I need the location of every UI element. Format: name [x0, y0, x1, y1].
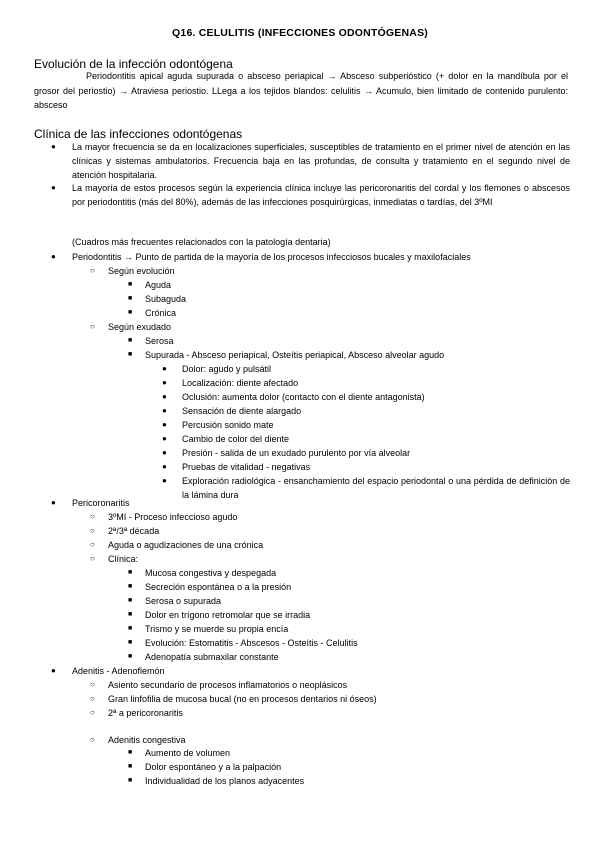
bullet-icon: ■ [128, 295, 133, 302]
bullet-icon: ■ [128, 281, 133, 288]
segun-evolucion: Según evolución [108, 266, 175, 276]
adenitis-label: Adenitis - Adenoflemón [72, 666, 165, 676]
adenitis-item: Asiento secundario de procesos inflamatorios o neoplásicos [108, 680, 348, 690]
bullet-icon: ● [162, 392, 167, 401]
clinica-item: Trismo y se muerde su propia encía [145, 624, 289, 634]
bullet-icon: ● [162, 476, 167, 485]
bullet-icon: ■ [128, 309, 133, 316]
bullet-icon: ■ [128, 351, 133, 358]
bullet-icon: ● [162, 378, 167, 387]
bullet-icon: ■ [128, 639, 133, 646]
adenitis-item: 2ª a pericoronaritis [108, 708, 183, 718]
congestiva-item: Dolor espontáneo y a la palpación [145, 762, 282, 772]
bullet-icon: ○ [90, 526, 95, 535]
bullet-icon: ● [162, 420, 167, 429]
bullet-icon: ● [162, 462, 167, 471]
bullet-icon: ● [162, 448, 167, 457]
bullet-icon: ○ [90, 322, 95, 331]
adenitis-congestiva: Adenitis congestiva [108, 735, 186, 745]
evolucion-item: Aguda [145, 280, 172, 290]
segun-exudado: Según exudado [108, 322, 172, 332]
clinica-bullet-1: La mayor frecuencia se da en localizaciones superficiales, susceptibles de tratamiento en el primer nivel de atención en las clínicas y sistemas ambulatorios. Frecuencia baja en las profundas, de consulta y tratamiento en el segundo nivel de atención hospitalaria. [72, 142, 570, 181]
clinica-bullet-2: La mayoría de estos procesos según la experiencia clínica incluye las pericoronaritis del cordal y los flemones o abscesos por periodontitis (más del 80%), además de las infecciones posquirúrgicas, inmediatas o tardías, del 3ºMI [72, 183, 570, 208]
bullet-icon: ■ [128, 763, 133, 770]
section-heading-evolucion: Evolución de la infección odontógena [34, 57, 233, 71]
bullet-icon: ● [51, 666, 56, 675]
supurada-item: Presión - salida de un exudado purulento por vía alveolar [182, 448, 411, 458]
bullet-icon: ■ [128, 749, 133, 756]
page-title: Q16. CELULITIS (INFECCIONES ODONTÓGENAS) [172, 27, 428, 39]
supurada-item: Exploración radiológica - ensanchamiento del espacio periodontal o una pérdida de definición de la lámina dura [182, 476, 570, 501]
congestiva-item: Individualidad de los planos adyacentes [145, 776, 305, 786]
clinica-item: Adenopatía submaxilar constante [145, 652, 279, 662]
clinica-item: Serosa o supurada [145, 596, 222, 606]
adenitis-item: Gran linfofilia de mucosa bucal (no en procesos dentarios ni óseos) [108, 694, 377, 704]
evolucion-paragraph [34, 69, 568, 113]
bullet-icon: ○ [90, 694, 95, 703]
bullet-icon: ■ [128, 337, 133, 344]
supurada-item: Localización: diente afectado [182, 378, 299, 388]
evolucion-item: Subaguda [145, 294, 187, 304]
bullet-icon: ■ [128, 611, 133, 618]
evolucion-item: Crónica [145, 308, 177, 318]
exudado-supurada: Supurada - Absceso periapical, Osteítis periapical, Absceso alveolar agudo [145, 350, 445, 360]
bullet-icon: ● [51, 183, 56, 192]
cuadros-note: (Cuadros más frecuentes relacionados con la patología dentaria) [72, 237, 331, 247]
clinica-item: Mucosa congestiva y despegada [145, 568, 277, 578]
section-heading-clinica: Clínica de las infecciones odontógenas [34, 127, 243, 141]
bullet-icon: ■ [128, 777, 133, 784]
supurada-item: Percusión sonido mate [182, 420, 274, 430]
bullet-icon: ■ [128, 653, 133, 660]
clinica-item: Dolor en trígono retromolar que se irradia [145, 610, 311, 620]
supurada-item: Oclusión: aumenta dolor (contacto con el diente antagonista) [182, 392, 425, 402]
clinica-item: Secreción espontánea o a la presión [145, 582, 292, 592]
bullet-icon: ■ [128, 625, 133, 632]
pericoronaritis-item: 3ºMI - Proceso infeccioso agudo [108, 512, 238, 522]
bullet-icon: ● [162, 364, 167, 373]
bullet-icon: ○ [90, 512, 95, 521]
bullet-icon: ● [51, 252, 56, 261]
bullet-icon: ○ [90, 708, 95, 717]
supurada-item: Dolor: agudo y pulsátil [182, 364, 272, 374]
bullet-icon: ■ [128, 597, 133, 604]
supurada-item: Cambio de color del diente [182, 434, 290, 444]
bullet-icon: ● [162, 406, 167, 415]
bullet-icon: ● [51, 498, 56, 507]
supurada-item: Sensación de diente alargado [182, 406, 302, 416]
bullet-icon: ○ [90, 266, 95, 275]
bullet-icon: ■ [128, 583, 133, 590]
congestiva-item: Aumento de volumen [145, 748, 231, 758]
bullet-icon: ● [162, 434, 167, 443]
pericoronaritis-item: Clínica: [108, 554, 139, 564]
bullet-icon: ○ [90, 554, 95, 563]
exudado-serosa: Serosa [145, 336, 174, 346]
supurada-item: Pruebas de vitalidad - negativas [182, 462, 311, 472]
bullet-icon: ● [51, 142, 56, 151]
bullet-icon: ○ [90, 735, 95, 744]
bullet-icon: ■ [128, 569, 133, 576]
evolucion-text: Periodontitis apical aguda supurada o absceso periapical → Absceso subperióstico (+ dolor en la mandíbula por el grosor del periostio) → Atraviesa periostio. LLega a los tejidos blandos: celulitis → Acumulo, bien limitado de contenido purulento: absceso [34, 71, 568, 110]
clinica-item: Evolución: Estomatitis - Abscesos - Osteítis - Celulitis [145, 638, 358, 648]
periodontitis-label: Periodontitis → Punto de partida de la mayoría de los procesos infecciosos bucales y maxilofaciales [72, 252, 471, 262]
bullet-icon: ○ [90, 540, 95, 549]
pericoronaritis-item: Aguda o agudizaciones de una crónica [108, 540, 264, 550]
pericoronaritis-label: Pericoronaritis [72, 498, 130, 508]
pericoronaritis-item: 2ª/3ª década [108, 526, 160, 536]
bullet-icon: ○ [90, 680, 95, 689]
